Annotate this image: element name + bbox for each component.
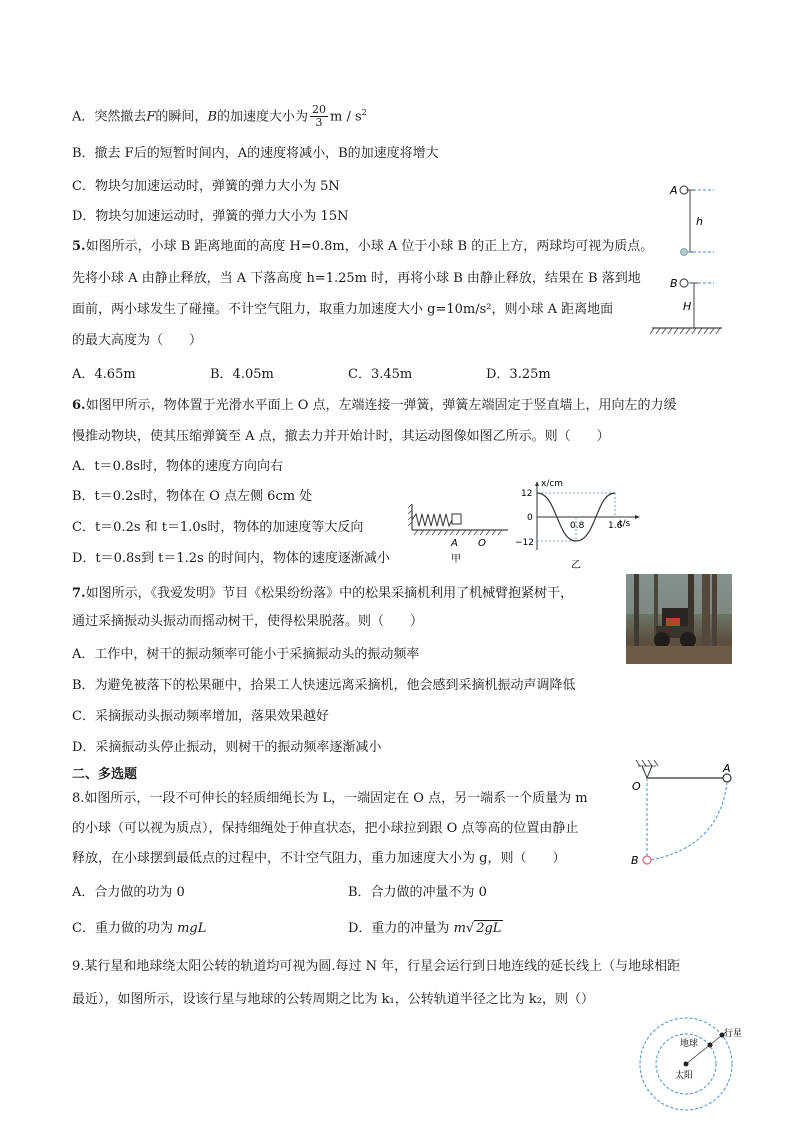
q4-option-c: C．物块匀加速运动时，弹簧的弹力大小为 5N bbox=[72, 179, 340, 194]
q7-option-c: C．采摘振动头振动频率增加，落果效果越好 bbox=[72, 709, 329, 724]
sqrt-symbol: √ bbox=[465, 921, 475, 936]
q8-option-d-radicand: 2gL bbox=[476, 921, 502, 936]
y-label: x/cm bbox=[541, 479, 564, 489]
fraction-denominator: 3 bbox=[315, 116, 323, 130]
q8-option-c bbox=[72, 920, 206, 938]
label-H: H bbox=[683, 300, 692, 313]
q4-option-a-b: B bbox=[207, 109, 217, 125]
q9-line-2: 最近），如图所示，设该行星与地球的公转周期之比为 k₁，公转轨道半径之比为 k₂，则（） bbox=[72, 992, 594, 1007]
q7-option-b: B．为避免被落下的松果砸中，拾果工人快速远离采摘机，他会感到采摘机振动声调降低 bbox=[72, 678, 576, 693]
fraction-numerator: 20 bbox=[312, 103, 327, 117]
q4-option-a-f: F bbox=[146, 109, 156, 125]
q5-line-1 bbox=[72, 238, 653, 256]
q6-line-1 bbox=[72, 397, 677, 415]
q5-option-a: A．4.65m bbox=[72, 367, 136, 382]
origin-label: 0 bbox=[527, 513, 533, 523]
q7-option-d: D．采摘振动头停止振动，则树干的振动频率逐渐减小 bbox=[72, 740, 382, 755]
q8-option-d-text: D．重力的冲量为 bbox=[348, 921, 454, 936]
tick-x-2: 1.6 bbox=[608, 521, 623, 531]
label-a: A bbox=[670, 184, 678, 197]
q4-option-d: D．物块匀加速运动时，弹簧的弹力大小为 15N bbox=[72, 209, 349, 224]
q6-figure-yi bbox=[515, 478, 645, 573]
label-earth: 地球 bbox=[680, 1039, 699, 1049]
q8-option-c-text: C．重力做的功为 bbox=[72, 921, 178, 936]
ball-b bbox=[643, 856, 651, 864]
tick-x-1: 0.8 bbox=[570, 521, 585, 531]
label-planet: 行星 bbox=[724, 1029, 743, 1039]
earth bbox=[708, 1043, 713, 1048]
unit-exponent: 2 bbox=[361, 108, 367, 117]
section-title-multi-choice: 二、多选题 bbox=[72, 767, 138, 782]
q8-option-c-formula: mgL bbox=[177, 921, 207, 936]
tick-y-bottom: −12 bbox=[515, 538, 534, 548]
ball-b bbox=[680, 279, 688, 287]
tick-y-top: 12 bbox=[521, 489, 533, 499]
label-a: A bbox=[451, 538, 458, 549]
q6-line-2: 慢推动物块，使其压缩弹簧至 A 点，撤去力并开始计时，其运动图像如图乙所示。则（ ） bbox=[72, 429, 610, 444]
q9-text-1: 某行星和地球绕太阳公转的轨道均可视为圆.每过 N 年，行星会运行到日地连线的延长线上（与地球相距 bbox=[84, 959, 681, 974]
q5-line-3: 面前，两小球发生了碰撞。不计空气阻力，取重力加速度大小 g=10m/s²，则小球 A 距离地面 bbox=[72, 302, 614, 317]
arc-path bbox=[651, 782, 727, 860]
label-a: A bbox=[723, 762, 731, 775]
q8-option-a: A．合力做的功为 0 bbox=[72, 885, 185, 900]
q6-figure-jia bbox=[408, 500, 513, 572]
q6-option-a: A．t＝0.8s时，物体的速度方向向右 bbox=[72, 459, 283, 474]
q7-line-2: 通过采摘振动头振动而摇动树干，使得松果脱落。则（ ） bbox=[72, 614, 424, 629]
sun bbox=[684, 1062, 689, 1067]
q8-number: 8. bbox=[72, 791, 85, 806]
q7-option-a: A．工作中，树干的振动频率可能小于采摘振动头的振动频率 bbox=[72, 647, 420, 662]
q6-number: 6. bbox=[72, 398, 86, 413]
pivot bbox=[642, 766, 652, 778]
q4-option-a-text: A．突然撤去 bbox=[72, 109, 147, 125]
q8-text-1: 如图所示，一段不可伸长的轻质细绳长为 L，一端固定在 O 点，另一端系一个质量为 m bbox=[84, 791, 588, 806]
ball-a-moved bbox=[681, 249, 688, 256]
q5-option-d: D．3.25m bbox=[486, 367, 551, 382]
q9-line-1 bbox=[72, 958, 680, 976]
label-b: B bbox=[670, 277, 678, 290]
q5-option-b: B．4.05m bbox=[210, 367, 274, 382]
q4-option-b: B．撤去 F后的短暂时间内，A的速度将减小，B的加速度将增大 bbox=[72, 146, 439, 161]
q4-option-a-mid: 的瞬间， bbox=[155, 109, 208, 125]
x-label: t/s bbox=[619, 519, 631, 529]
label-sun: 太阳 bbox=[675, 1071, 694, 1081]
q8-option-b: B．合力做的冲量不为 0 bbox=[348, 885, 487, 900]
label-b: B bbox=[631, 854, 639, 867]
q8-line-1 bbox=[72, 790, 588, 808]
label-h: h bbox=[696, 215, 703, 228]
q8-option-d-m: m bbox=[453, 921, 466, 936]
q9-figure bbox=[638, 1012, 758, 1120]
q7-line-1 bbox=[72, 585, 573, 603]
block bbox=[452, 514, 461, 524]
q5-number: 5. bbox=[72, 239, 86, 254]
q5-figure bbox=[650, 180, 730, 340]
q7-number: 7. bbox=[72, 586, 86, 601]
q9-number: 9. bbox=[72, 959, 85, 974]
q7-text-1: 如图所示，《我爱发明》节目《松果纷纷落》中的松果采摘机利用了机械臂抱紧树干， bbox=[85, 586, 574, 601]
q4-option-a-post: 的加速度大小为 bbox=[217, 109, 309, 125]
q6-option-c: C．t＝0.2s 和 t＝1.0s时，物体的加速度等大反向 bbox=[72, 520, 364, 535]
pine-harvester-photo bbox=[626, 574, 732, 664]
unit: m / s bbox=[330, 109, 362, 125]
q6-text-1: 如图甲所示，物体置于光滑水平面上 O 点，左端连接一弹簧，弹簧左端固定于竖直墙上，用向左的力缓 bbox=[85, 398, 677, 413]
q6-option-b: B．t＝0.2s时，物体在 O 点左侧 6cm 处 bbox=[72, 489, 313, 504]
label-o: O bbox=[632, 780, 641, 793]
q5-option-c: C．3.45m bbox=[348, 367, 413, 382]
caption-yi: 乙 bbox=[571, 560, 581, 571]
fraction bbox=[310, 104, 328, 129]
spring bbox=[412, 514, 452, 526]
q8-option-d bbox=[348, 920, 503, 938]
q6-option-d: D．t＝0.8s到 t＝1.2s 的时间内，物体的速度逐渐减小 bbox=[72, 551, 390, 566]
q4-option-a bbox=[72, 104, 367, 129]
caption-jia: 甲 bbox=[451, 554, 461, 565]
q8-line-2: 的小球（可以视为质点），保持细绳处于伸直状态，把小球拉到跟 O 点等高的位置由静止 bbox=[72, 821, 579, 836]
label-o: O bbox=[478, 538, 486, 549]
q5-line-2: 先将小球 A 由静止释放，当 A 下落高度 h=1.25m 时，再将小球 B 由静止释放，结果在 B 落到地 bbox=[72, 271, 641, 286]
q5-text-1: 如图所示，小球 B 距离地面的高度 H=0.8m，小球 A 位于小球 B 的正上方，两球均可视为质点。 bbox=[85, 239, 654, 254]
ball-a bbox=[723, 774, 731, 782]
q5-line-4: 的最大高度为（ ） bbox=[72, 333, 203, 348]
q8-figure bbox=[628, 760, 740, 870]
q8-line-3: 释放，在小球摆到最低点的过程中，不计空气阻力，重力加速度大小为 g，则（ ） bbox=[72, 851, 566, 866]
